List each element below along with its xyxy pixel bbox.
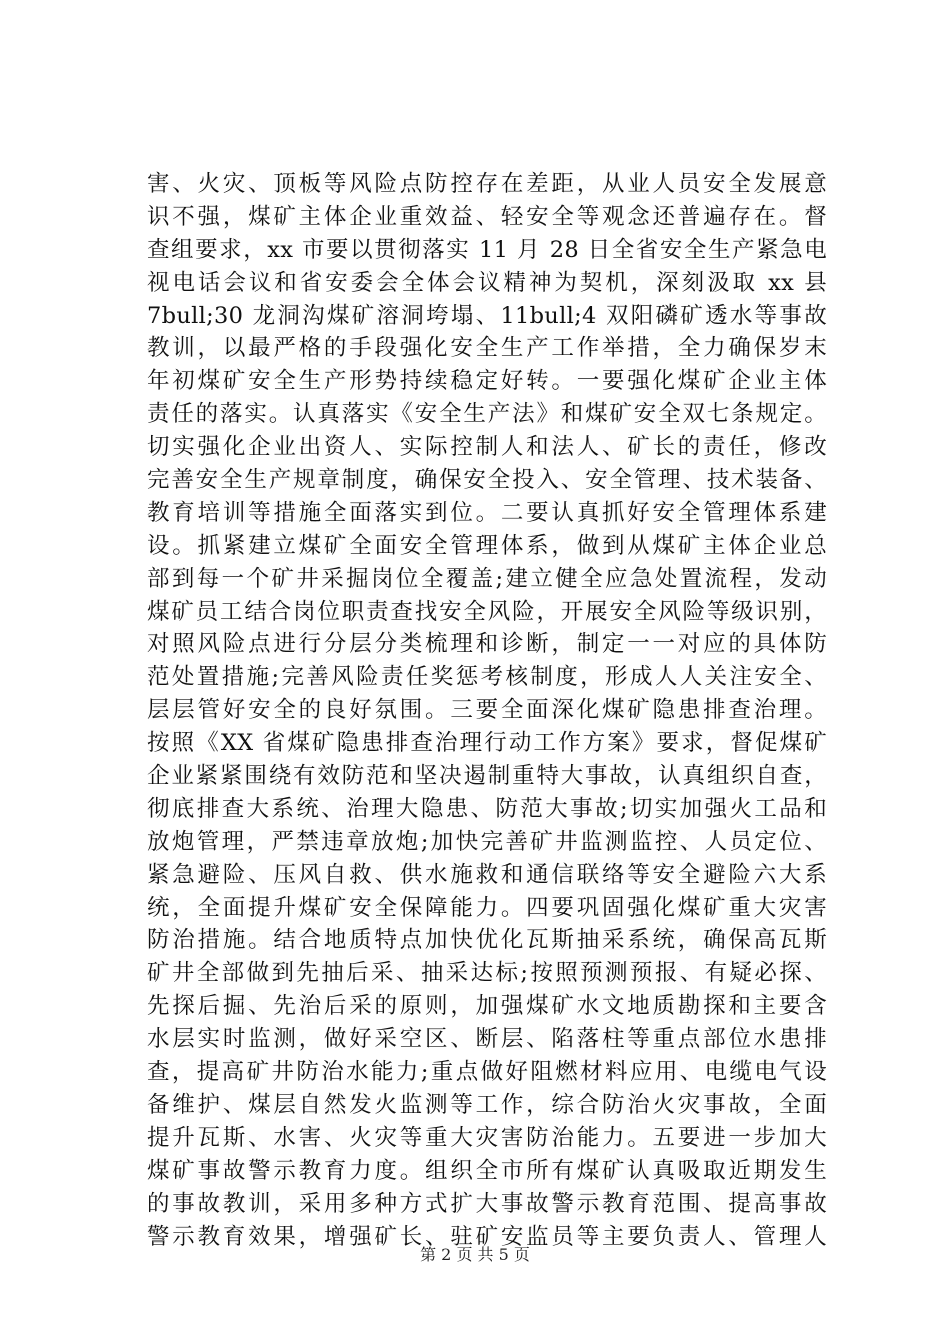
text-line: 层层管好安全的良好氛围。三要全面深化煤矿隐患排查治理。 (147, 697, 827, 724)
page-number-footer: 第 2 页 共 5 页 (420, 1245, 530, 1264)
text-line: 彻底排查大系统、治理大隐患、防范大事故;切实加强火工品和 (147, 795, 827, 822)
text-line: 水层实时监测，做好采空区、断层、陷落柱等重点部位水患排 (147, 1026, 827, 1053)
text-line: 警示教育效果，增强矿长、驻矿安监员等主要负责人、管理人 (147, 1223, 827, 1250)
text-line: 放炮管理，严禁违章放炮;加快完善矿井监测监控、人员定位、 (147, 828, 827, 855)
text-line: 提升瓦斯、水害、火灾等重大灾害防治能力。五要进一步加大 (147, 1124, 827, 1151)
text-line: 紧急避险、压风自救、供水施救和通信联络等安全避险六大系 (147, 861, 827, 888)
text-line: 先探后掘、先治后采的原则，加强煤矿水文地质勘探和主要含 (147, 993, 827, 1020)
text-line: 年初煤矿安全生产形势持续稳定好转。一要强化煤矿企业主体 (147, 368, 827, 395)
text-line: 按照《XX 省煤矿隐患排查治理行动工作方案》要求，督促煤矿 (147, 730, 827, 757)
text-line: 教训，以最严格的手段强化安全生产工作举措，全力确保岁末 (147, 335, 827, 362)
text-line: 对照风险点进行分层分类梳理和诊断，制定一一对应的具体防 (147, 631, 827, 658)
text-line: 设。抓紧建立煤矿全面安全管理体系，做到从煤矿主体企业总 (147, 532, 827, 559)
text-line: 害、火灾、顶板等风险点防控存在差距，从业人员安全发展意 (147, 171, 827, 197)
text-line: 统，全面提升煤矿安全保障能力。四要巩固强化煤矿重大灾害 (147, 894, 827, 921)
text-line: 范处置措施;完善风险责任奖惩考核制度，形成人人关注安全、 (147, 664, 827, 691)
text-line: 企业紧紧围绕有效防范和坚决遏制重特大事故，认真组织自查， (147, 763, 827, 790)
text-line: 7bull;30 龙洞沟煤矿溶洞垮塌、11bull;4 双阳磷矿透水等事故 (147, 302, 827, 329)
text-line: 备维护、煤层自然发火监测等工作，综合防治火灾事故，全面 (147, 1091, 827, 1118)
text-line: 的事故教训，采用多种方式扩大事故警示教育范围、提高事故 (147, 1190, 827, 1217)
text-line: 查组要求，xx 市要以贯彻落实 11 月 28 日全省安全生产紧急电 (147, 236, 827, 263)
text-line: 煤矿员工结合岗位职责查找安全风险，开展安全风险等级识别， (147, 598, 827, 625)
text-line: 完善安全生产规章制度，确保安全投入、安全管理、技术装备、 (147, 467, 827, 494)
text-line: 视电话会议和省安委会全体会议精神为契机，深刻汲取 xx 县 (147, 269, 827, 296)
text-line: 矿井全部做到先抽后采、抽采达标;按照预测预报、有疑必探、 (147, 960, 827, 987)
text-line: 责任的落实。认真落实《安全生产法》和煤矿安全双七条规定。 (147, 401, 827, 428)
text-line: 防治措施。结合地质特点加快优化瓦斯抽采系统，确保高瓦斯 (147, 927, 827, 954)
text-line: 查，提高矿井防治水能力;重点做好阻燃材料应用、电缆电气设 (147, 1059, 827, 1086)
text-line: 煤矿事故警示教育力度。组织全市所有煤矿认真吸取近期发生 (147, 1157, 827, 1184)
body-text (147, 168, 827, 1253)
text-line: 教育培训等措施全面落实到位。二要认真抓好安全管理体系建 (147, 499, 827, 526)
text-line: 切实强化企业出资人、实际控制人和法人、矿长的责任，修改 (147, 434, 827, 461)
text-line: 部到每一个矿井采掘岗位全覆盖;建立健全应急处置流程，发动 (147, 565, 827, 592)
text-line: 识不强，煤矿主体企业重效益、轻安全等观念还普遍存在。督 (147, 203, 827, 230)
